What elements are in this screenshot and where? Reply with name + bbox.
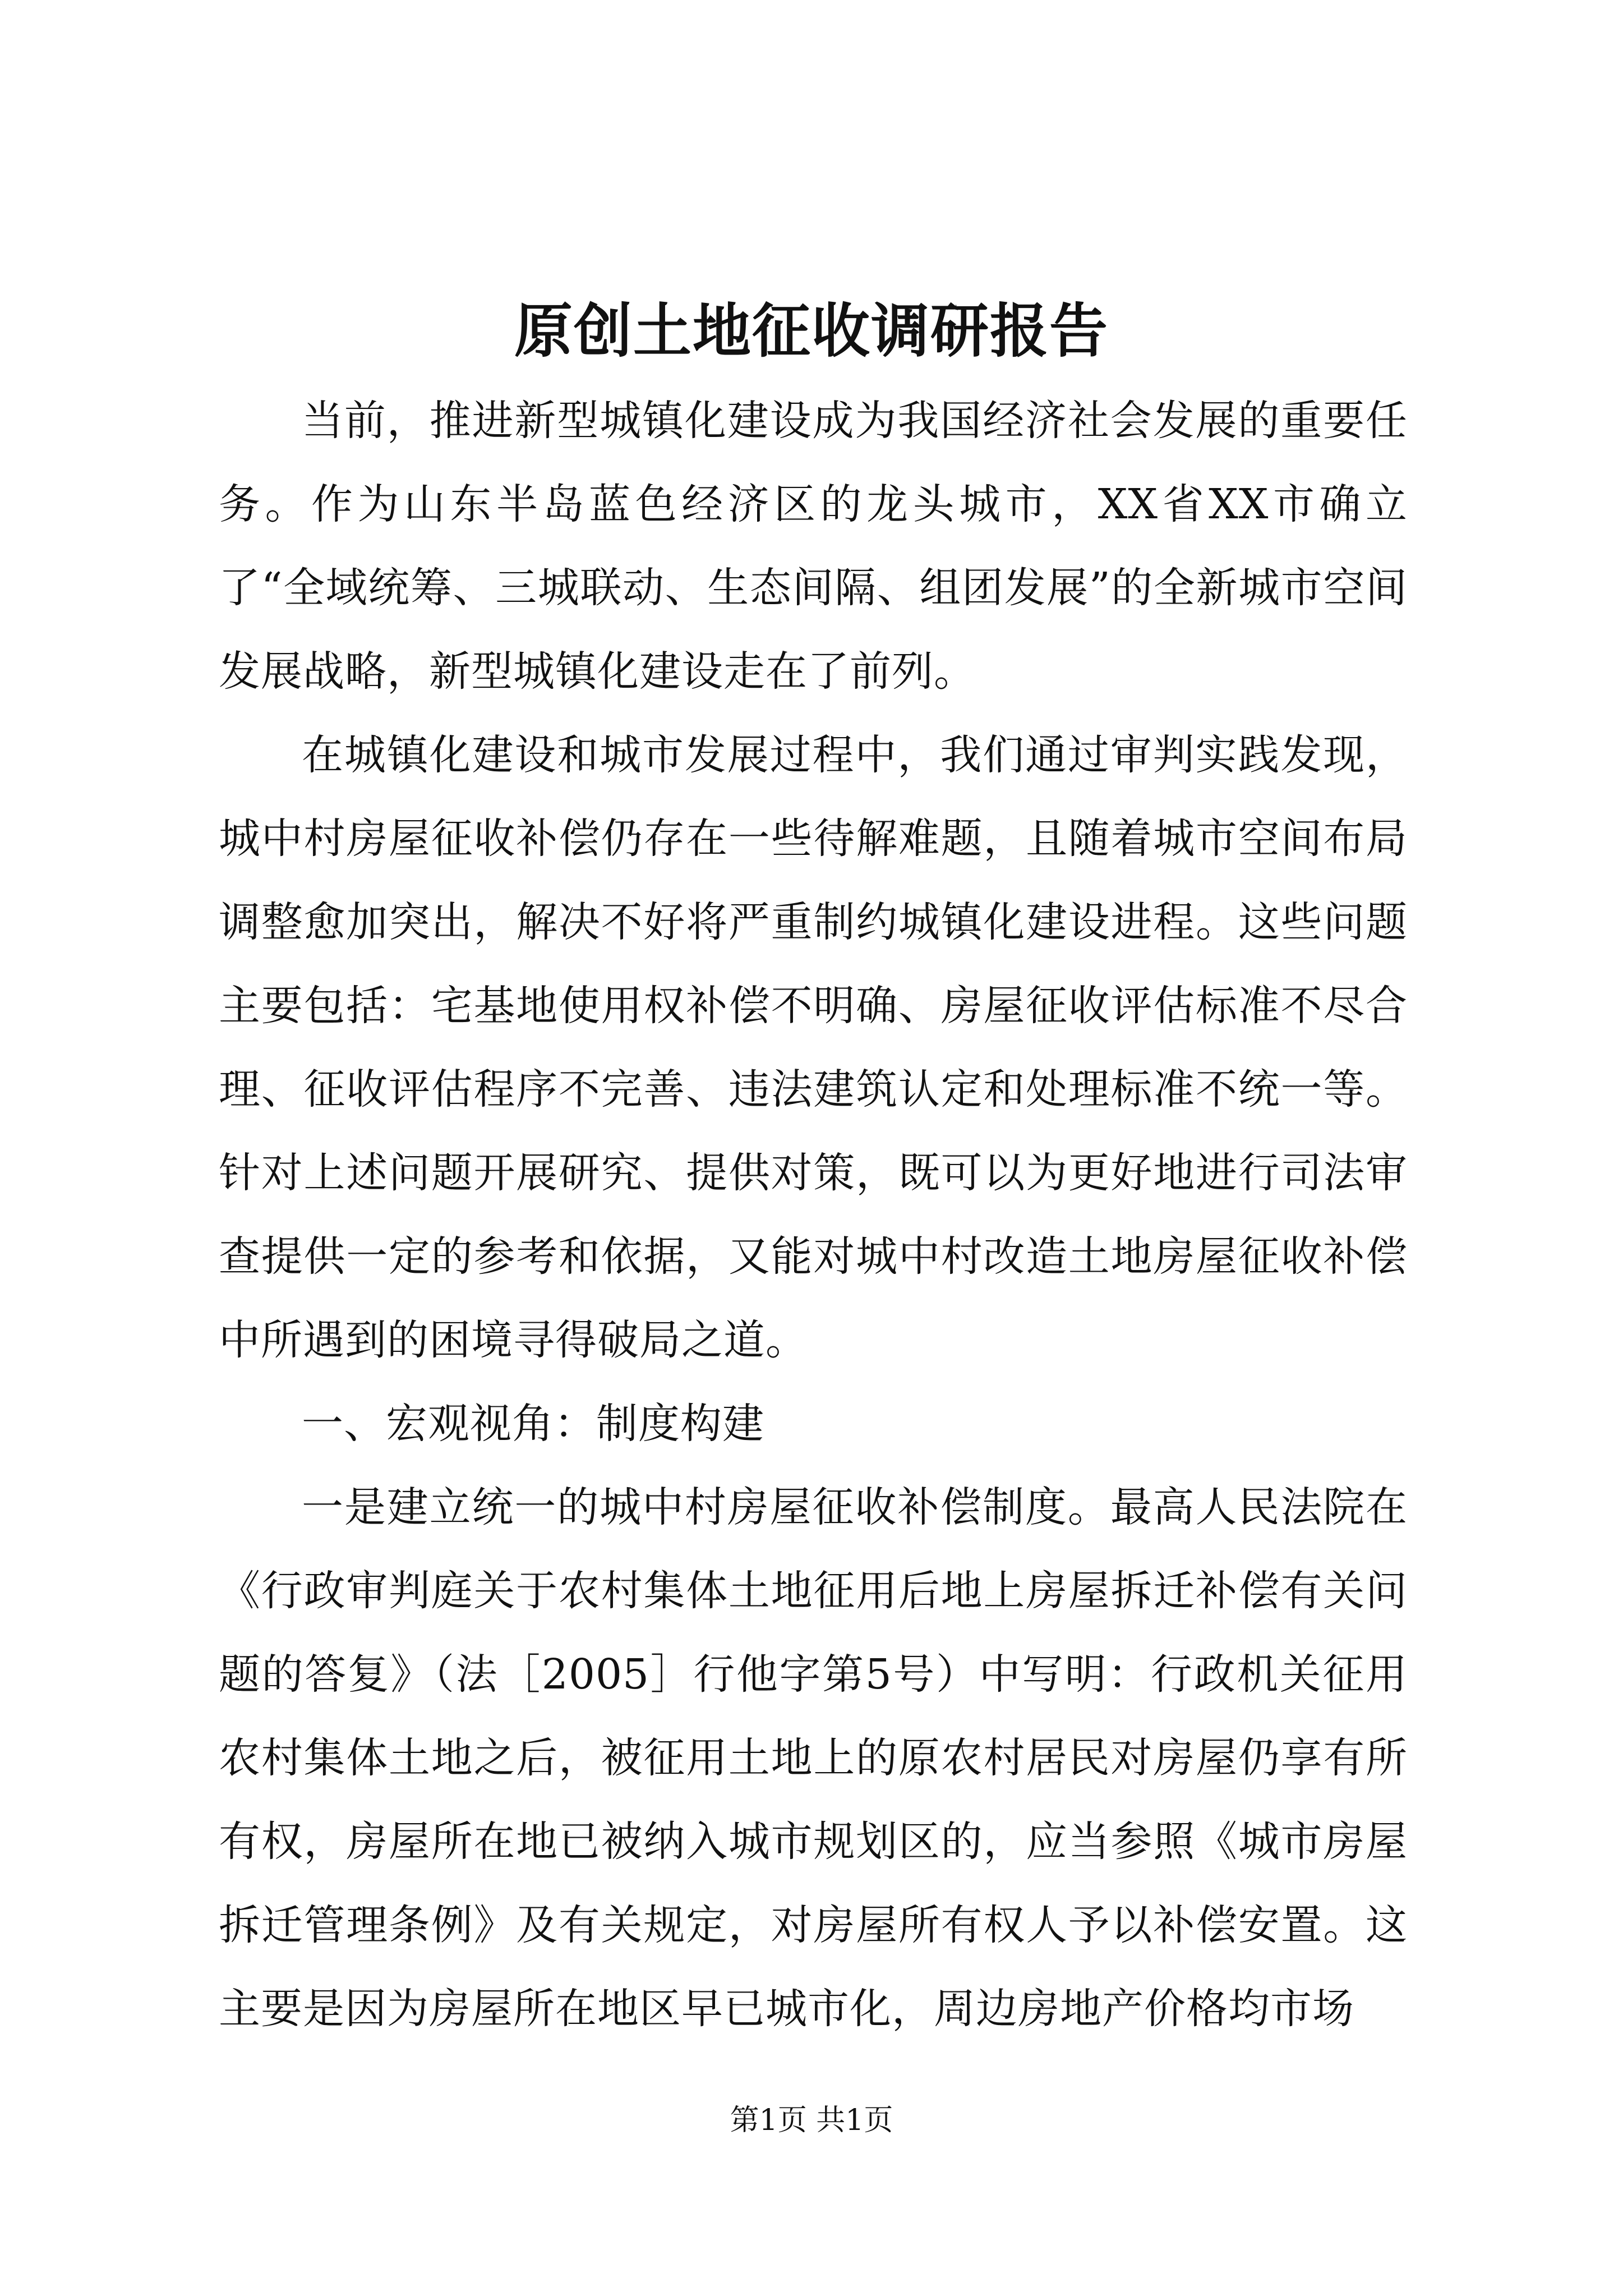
document-body: [219, 379, 1408, 2051]
page-footer: 第1页 共1页: [730, 2104, 893, 2137]
paragraph-problems: 在城镇化建设和城市发展过程中，我们通过审判实践发现，城中村房屋征收补偿仍存在一些待解难题，且随着城市空间布局调整愈加突出，解决不好将严重制约城镇化建设进程。这些问题主要包括：宅基地使用权补偿不明确、房屋征收评估标准不尽合理、征收评估程序不完善、违法建筑认定和处理标准不统一等。针对上述问题开展研究、提供对策，既可以为更好地进行司法审查提供一定的参考和依据，又能对城中村改造土地房屋征收补偿中所遇到的困境寻得破局之道。: [219, 731, 1408, 1364]
paragraph-intro: 当前，推进新型城镇化建设成为我国经济社会发展的重要任务。作为山东半岛蓝色经济区的龙头城市，XX省XX市确立了“全域统筹、三城联动、生态间隔、组团发展”的全新城市空间发展战略，新型城镇化建设走在了前列。: [219, 397, 1408, 696]
section-heading-macro: 一、宏观视角：制度构建: [302, 1400, 764, 1448]
document-title: 原创土地征收调研报告: [514, 296, 1109, 365]
paragraph-unified-system: 一是建立统一的城中村房屋征收补偿制度。最高人民法院在《行政审判庭关于农村集体土地征用后地上房屋拆迁补偿有关问题的答复》（法［2005］行他字第5号）中写明：行政机关征用农村集体土地之后，被征用土地上的原农村居民对房屋仍享有所有权，房屋所在地已被纳入城市规划区的，应当参照《城市房屋拆迁管理条例》及有关规定，对房屋所有权人予以补偿安置。这主要是因为房屋所在地区早已城市化，周边房地产价格均市场: [219, 1483, 1408, 2033]
